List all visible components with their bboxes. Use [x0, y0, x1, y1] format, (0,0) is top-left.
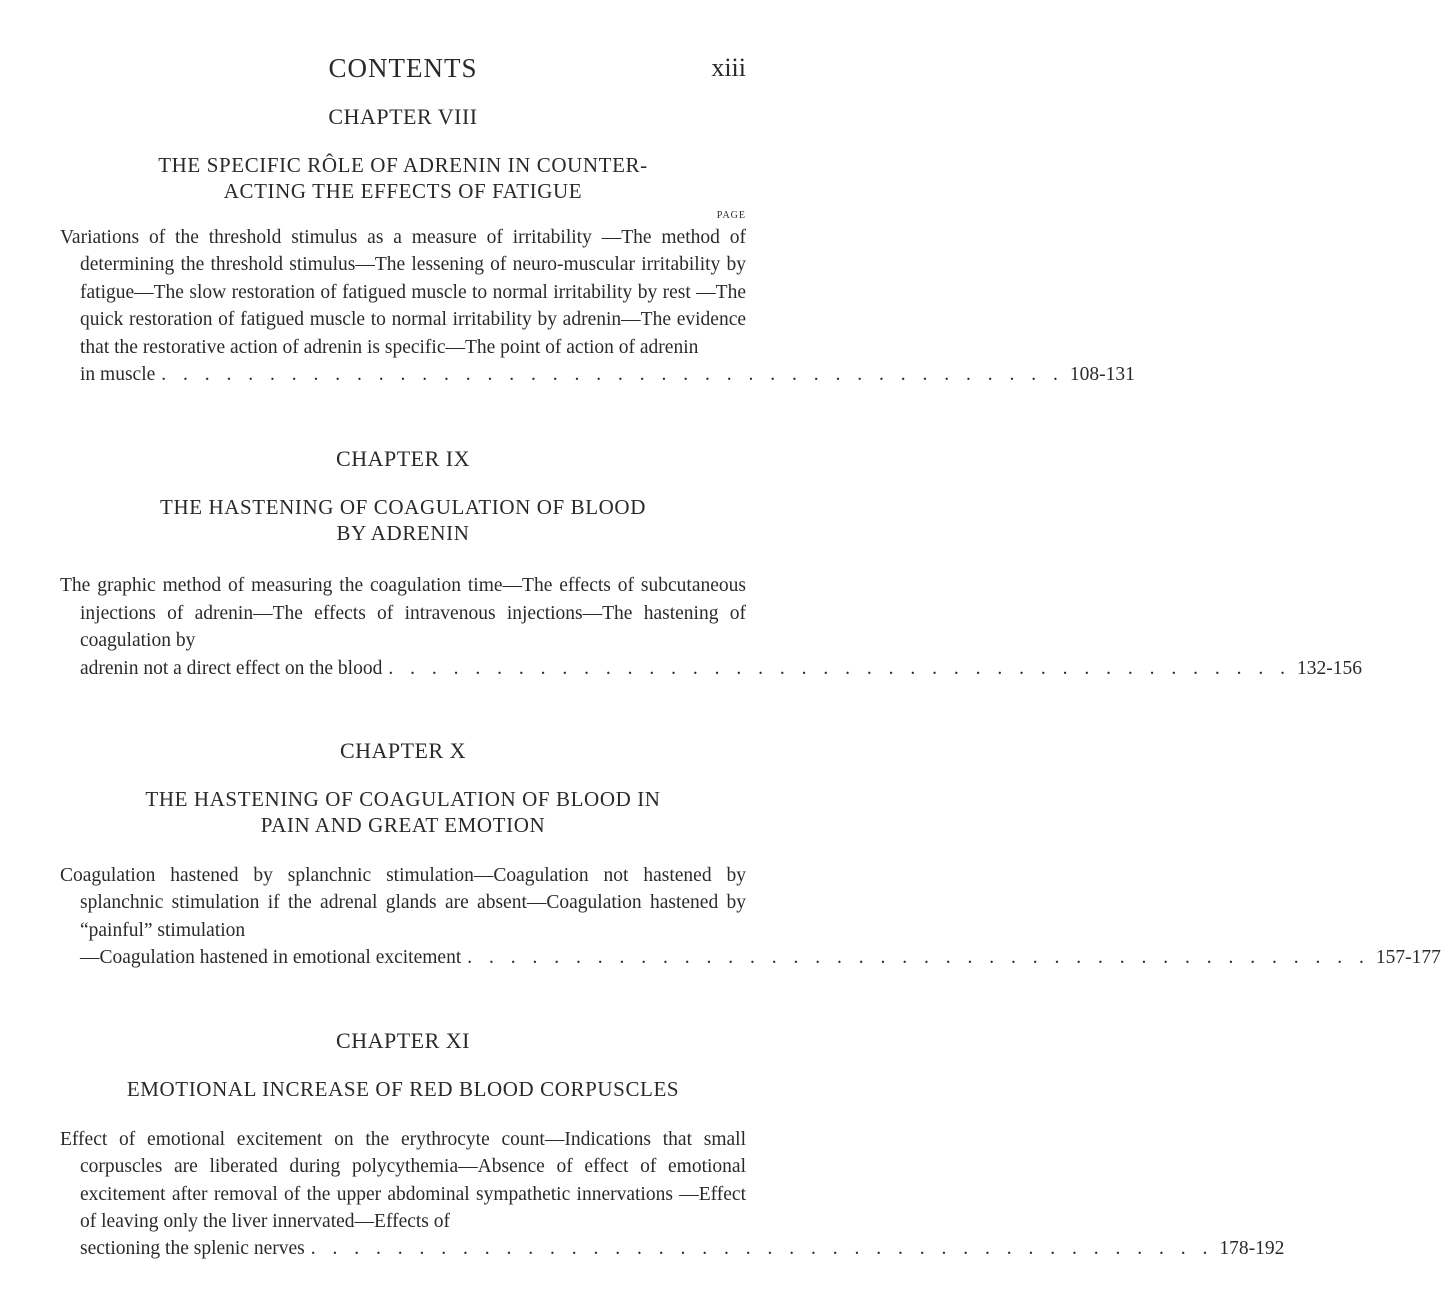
chapter-title-line: THE HASTENING OF COAGULATION OF BLOOD — [160, 495, 646, 520]
page-column-label: PAGE — [716, 210, 746, 221]
chapter-label: CHAPTER XI — [336, 1027, 470, 1053]
dot-leader: . . . . . . . . . . . . . . . . . . . . . . . . . . . . . . . . . . . . . . . . . . — [161, 364, 1064, 386]
chapter-label: CHAPTER X — [339, 738, 467, 764]
chapter-entry — [60, 446, 1362, 682]
chapter-summary: Variations of the threshold stimulus as a measure of irritability —The method of determining the threshold stimulus—The lessening of neuro-muscular irritability by fatigue—The slow restoration of fatigued muscle to normal irritability by rest —The quick restoration of fatigued muscle to normal irritability by adrenin—The evidence that the restorative action of adrenin is specific—The point of action of adrenin — [60, 227, 746, 358]
chapter-label: CHAPTER IX — [336, 446, 470, 472]
chapter-label: CHAPTER VIII — [328, 104, 478, 129]
chapter-title — [60, 152, 746, 204]
dot-leader: . . . . . . . . . . . . . . . . . . . . . . . . . . . . . . . . . . . . . . . . . . — [467, 947, 1370, 969]
chapter-summary-last-line: sectioning the splenic nerves — [80, 1238, 305, 1260]
page-range: 108-131 — [1069, 364, 1135, 386]
chapter-entry — [60, 738, 1441, 972]
chapter-summary-last-line: —Coagulation hastened in emotional excitement — [80, 947, 462, 969]
contents-page — [60, 48, 1441, 1263]
chapter-summary-end — [60, 1235, 1285, 1262]
running-head — [60, 48, 746, 88]
chapter-summary-end — [60, 361, 1135, 388]
chapter-entry — [60, 1027, 1285, 1263]
running-title: CONTENTS — [328, 53, 478, 83]
chapter-summary-end — [60, 655, 1362, 682]
dot-leader: . . . . . . . . . . . . . . . . . . . . . . . . . . . . . . . . . . . . . . . . . . — [388, 657, 1291, 679]
chapter-title-line: ACTING THE EFFECTS OF FATIGUE — [223, 179, 583, 203]
chapter-title — [60, 786, 746, 838]
chapter-summary-last-line: adrenin not a direct effect on the blood — [80, 657, 383, 679]
page-range: 132-156 — [1296, 657, 1362, 679]
dot-leader: . . . . . . . . . . . . . . . . . . . . . . . . . . . . . . . . . . . . . . . . . . — [310, 1238, 1214, 1260]
chapter-title-line: EMOTIONAL INCREASE OF RED BLOOD CORPUSCLES — [126, 1076, 680, 1101]
chapter-summary-end — [60, 944, 1441, 971]
chapter-title-line: PAIN AND GREAT EMOTION — [260, 813, 546, 838]
page-number: xiii — [711, 53, 746, 82]
chapter-title-line: THE HASTENING OF COAGULATION OF BLOOD IN — [145, 787, 661, 812]
chapter-summary: Effect of emotional excitement on the erythrocyte count—Indications that small corpuscles are liberated during polycythemia—Absence of effect of emotional excitement after removal of the upper abdominal sympathetic innervations —Effect of leaving only the liver innervated—Effects of — [60, 1128, 746, 1232]
chapter-title — [60, 1076, 746, 1102]
chapter-entry — [60, 104, 1135, 388]
chapter-summary-last-line: in muscle — [80, 364, 156, 386]
chapter-title-line: THE SPECIFIC RÔLE OF ADRENIN IN COUNTER- — [158, 153, 648, 177]
chapter-summary: Coagulation hastened by splanchnic stimulation—Coagulation not hastened by splanchnic stimulation if the adrenal glands are absent—Coagulation hastened by “painful” stimulation — [60, 865, 746, 941]
chapter-title-line: BY ADRENIN — [336, 521, 470, 546]
chapter-title — [60, 494, 746, 546]
chapter-summary: The graphic method of measuring the coagulation time—The effects of subcutaneous injections of adrenin—The effects of intravenous injections—The hastening of coagulation by — [60, 575, 746, 652]
page-range: 157-177 — [1375, 947, 1441, 969]
page-range: 178-192 — [1219, 1238, 1285, 1260]
